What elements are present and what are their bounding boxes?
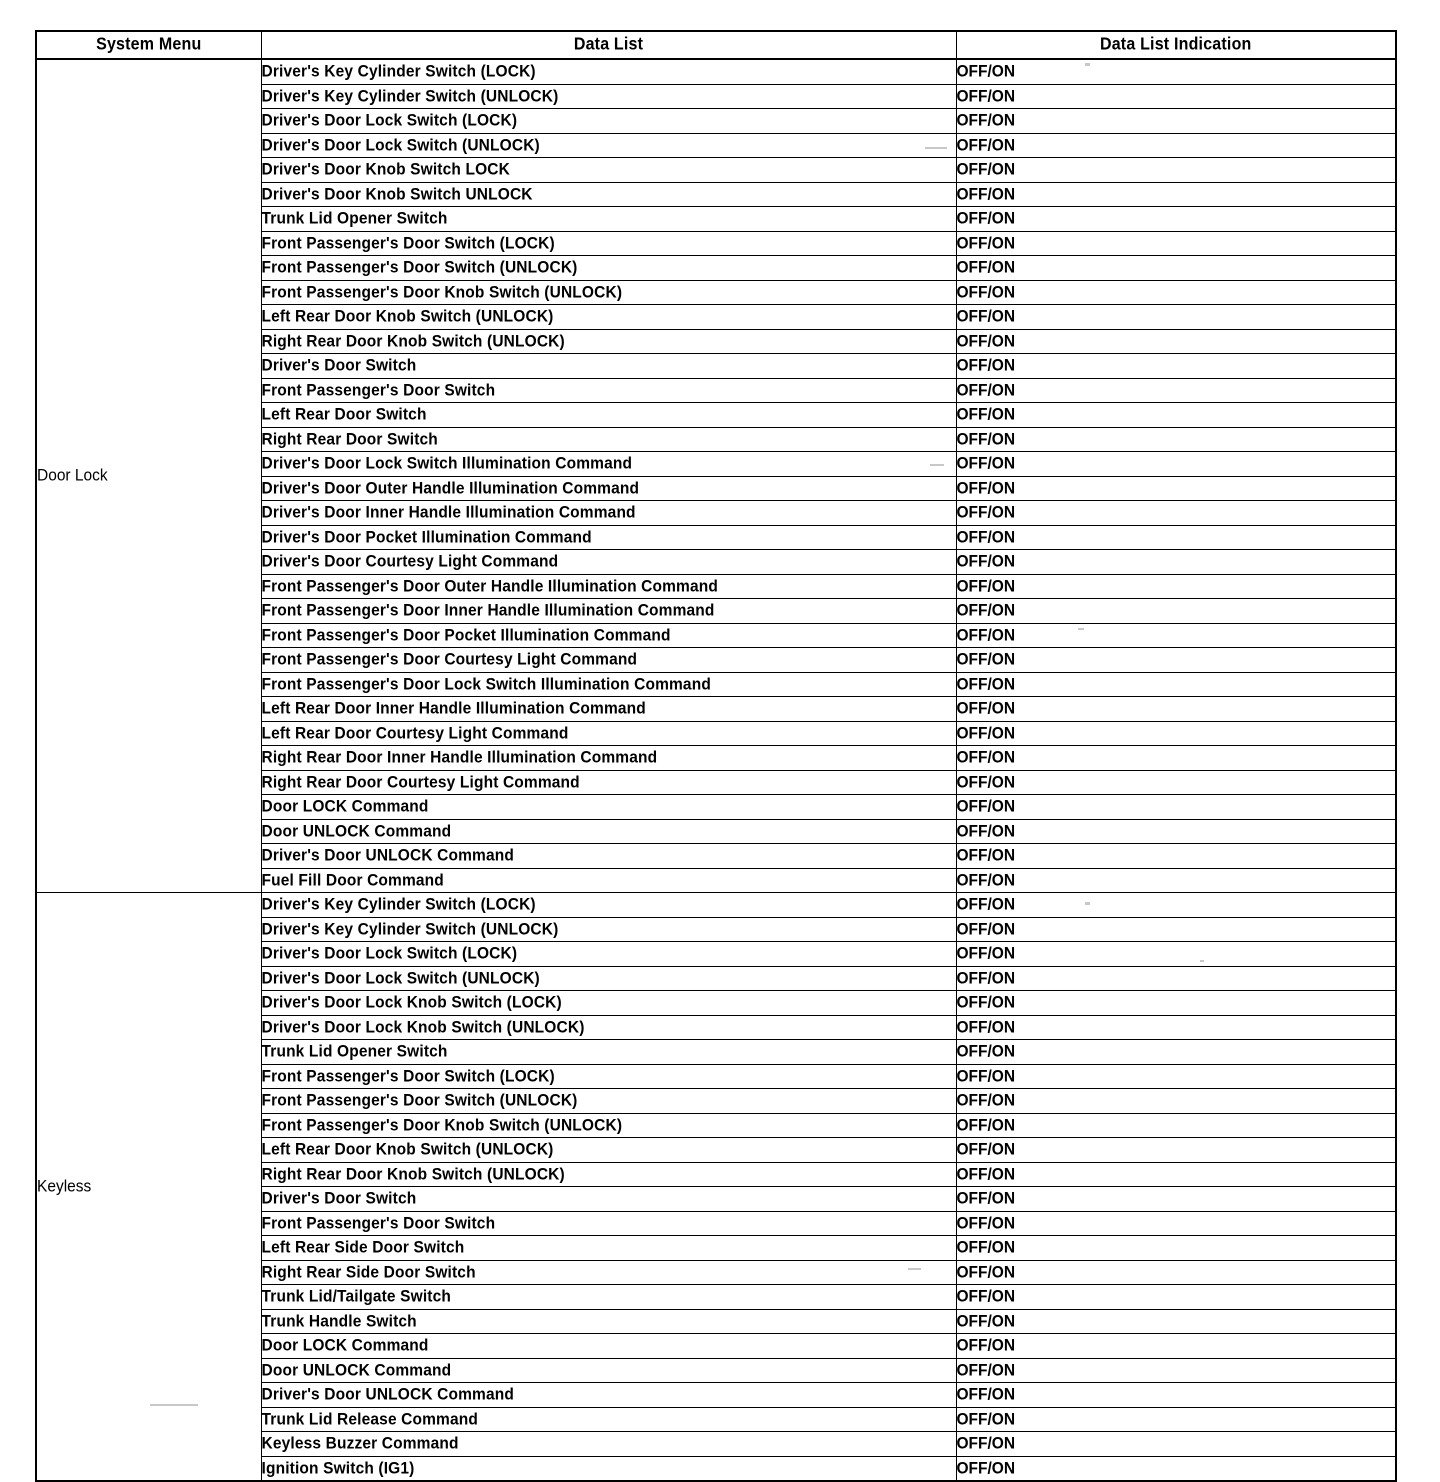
data-list-indication-label: OFF/ON <box>956 699 1016 718</box>
table-header <box>36 31 1396 59</box>
data-list-indication-cell <box>956 672 1396 697</box>
data-list-cell <box>261 1309 956 1334</box>
data-list-label: Door LOCK Command <box>261 1336 429 1355</box>
data-list-indication-cell <box>956 1456 1396 1481</box>
data-list-cell <box>261 378 956 403</box>
data-list-cell <box>261 1358 956 1383</box>
data-list-indication-cell <box>956 109 1396 134</box>
data-list-indication-label: OFF/ON <box>956 233 1016 253</box>
data-list-indication-cell <box>956 305 1396 330</box>
data-list-indication-cell <box>956 1089 1396 1114</box>
data-list-cell <box>261 1260 956 1285</box>
data-list-indication-cell <box>956 280 1396 305</box>
data-list-indication-cell <box>956 403 1396 428</box>
data-list-indication-label: OFF/ON <box>956 86 1016 106</box>
data-list-label: Door LOCK Command <box>261 797 429 816</box>
data-list-indication-cell <box>956 256 1396 281</box>
data-list-label: Front Passenger's Door Switch <box>261 380 496 400</box>
data-list-indication-label: OFF/ON <box>956 674 1016 694</box>
data-list-cell <box>261 1089 956 1114</box>
system-menu-cell <box>36 893 261 1482</box>
data-list-indication-cell <box>956 1309 1396 1334</box>
data-list-indication-label: OFF/ON <box>956 968 1016 988</box>
data-list-cell <box>261 280 956 305</box>
data-list-indication-cell <box>956 844 1396 869</box>
column-header-data-list <box>261 31 956 59</box>
data-list-label: Front Passenger's Door Switch (LOCK) <box>261 1066 555 1086</box>
data-list-label: Front Passenger's Door Switch <box>261 1213 496 1233</box>
data-list-cell <box>261 599 956 624</box>
data-list-label: Driver's Key Cylinder Switch (LOCK) <box>261 895 536 914</box>
data-list-label: Right Rear Door Inner Handle Illumination Command <box>261 748 658 767</box>
data-list-indication-cell <box>956 207 1396 232</box>
data-list-indication-cell <box>956 917 1396 942</box>
data-list-cell <box>261 942 956 967</box>
data-list-label: Left Rear Door Courtesy Light Command <box>261 723 569 743</box>
data-list-label: Fuel Fill Door Command <box>261 870 444 890</box>
data-list-indication-cell <box>956 648 1396 673</box>
data-list-cell <box>261 893 956 918</box>
data-list-indication-label: OFF/ON <box>956 1140 1016 1159</box>
data-list-indication-label: OFF/ON <box>956 380 1016 400</box>
data-list-label: Front Passenger's Door Switch (LOCK) <box>261 233 555 253</box>
data-list-label: Driver's Door UNLOCK Command <box>261 1385 514 1404</box>
data-list-cell <box>261 1064 956 1089</box>
data-list-cell <box>261 427 956 452</box>
data-list-label: Trunk Lid Opener Switch <box>261 1042 448 1061</box>
data-list-indication-label: OFF/ON <box>956 1238 1016 1257</box>
data-list-label: Driver's Door Switch <box>261 356 417 375</box>
data-list-indication-label: OFF/ON <box>956 1017 1016 1037</box>
column-header-data-list-indication <box>956 31 1396 59</box>
data-list-indication-cell <box>956 501 1396 526</box>
data-list-cell <box>261 452 956 477</box>
data-list-indication-cell <box>956 623 1396 648</box>
data-list-indication-label: OFF/ON <box>956 1164 1016 1184</box>
data-list-label: Door UNLOCK Command <box>261 821 452 841</box>
data-list-cell <box>261 256 956 281</box>
scan-speck <box>925 147 947 149</box>
data-list-label: Front Passenger's Door Switch (UNLOCK) <box>261 1091 578 1110</box>
scan-speck <box>930 464 944 466</box>
column-header-data-list-indication-label: Data List Indication <box>1099 35 1252 54</box>
data-list-cell <box>261 354 956 379</box>
data-list-label: Ignition Switch (IG1) <box>261 1458 415 1478</box>
scan-speck <box>1078 628 1084 630</box>
data-list-indication-cell <box>956 770 1396 795</box>
data-list-indication-label: OFF/ON <box>956 1042 1016 1061</box>
data-list-label: Trunk Lid/Tailgate Switch <box>261 1287 451 1306</box>
data-list-indication-label: OFF/ON <box>956 650 1016 669</box>
data-list-indication-cell <box>956 1358 1396 1383</box>
data-list-indication-label: OFF/ON <box>956 1434 1016 1453</box>
data-list-cell <box>261 207 956 232</box>
data-list-cell <box>261 133 956 158</box>
data-list-indication-label: OFF/ON <box>956 944 1016 963</box>
data-list-indication-label: OFF/ON <box>956 919 1016 939</box>
scan-speck <box>1200 960 1204 962</box>
data-list-indication-label: OFF/ON <box>956 1458 1016 1478</box>
data-list-indication-label: OFF/ON <box>956 527 1016 547</box>
data-list-cell <box>261 84 956 109</box>
data-list-label: Driver's Door Lock Switch (UNLOCK) <box>261 135 540 155</box>
data-list-indication-cell <box>956 231 1396 256</box>
data-list-indication-label: OFF/ON <box>956 1311 1016 1331</box>
data-list-label: Driver's Door Inner Handle Illumination Command <box>261 503 636 522</box>
data-list-label: Front Passenger's Door Courtesy Light Command <box>261 650 638 669</box>
data-list-cell <box>261 819 956 844</box>
data-list-label: Front Passenger's Door Knob Switch (UNLOCK) <box>261 282 623 302</box>
data-list-indication-cell <box>956 133 1396 158</box>
system-menu-cell <box>36 59 261 893</box>
data-list-label: Door UNLOCK Command <box>261 1360 452 1380</box>
data-list-indication-label: OFF/ON <box>956 723 1016 743</box>
data-list-cell <box>261 795 956 820</box>
data-list-label: Driver's Door Outer Handle Illumination Command <box>261 478 640 498</box>
data-list-indication-label: OFF/ON <box>956 62 1016 81</box>
data-list-indication-cell <box>956 329 1396 354</box>
data-list-label: Driver's Key Cylinder Switch (UNLOCK) <box>261 919 559 939</box>
data-list-label: Front Passenger's Door Pocket Illumination Command <box>261 625 671 645</box>
data-list-label: Driver's Door Switch <box>261 1189 417 1208</box>
data-list-label: Driver's Door Lock Knob Switch (LOCK) <box>261 993 562 1012</box>
data-list-indication-cell <box>956 452 1396 477</box>
data-list-cell <box>261 403 956 428</box>
data-list-indication-label: OFF/ON <box>956 429 1016 449</box>
column-header-system-menu <box>36 31 261 59</box>
data-list-cell <box>261 1432 956 1457</box>
data-list-indication-cell <box>956 1064 1396 1089</box>
scan-speck <box>1085 63 1090 66</box>
data-list-label: Driver's Door Knob Switch LOCK <box>261 160 510 179</box>
data-list-cell <box>261 1236 956 1261</box>
data-list-cell <box>261 1456 956 1481</box>
data-list-cell <box>261 697 956 722</box>
scan-speck <box>150 1404 198 1406</box>
table-body <box>36 59 1396 1481</box>
data-list-cell <box>261 1162 956 1187</box>
data-list-indication-cell <box>956 1138 1396 1163</box>
data-list-indication-label: OFF/ON <box>956 405 1016 424</box>
data-list-indication-cell <box>956 893 1396 918</box>
data-list-indication-cell <box>956 1285 1396 1310</box>
data-list-indication-label: OFF/ON <box>956 1287 1016 1306</box>
data-list-cell <box>261 770 956 795</box>
data-list-indication-label: OFF/ON <box>956 111 1016 130</box>
data-list-indication-label: OFF/ON <box>956 576 1016 596</box>
data-list-cell <box>261 672 956 697</box>
data-list-indication-label: OFF/ON <box>956 478 1016 498</box>
data-list-label: Right Rear Side Door Switch <box>261 1262 476 1282</box>
data-list-cell <box>261 182 956 207</box>
data-list-indication-label: OFF/ON <box>956 503 1016 522</box>
data-list-cell <box>261 1015 956 1040</box>
data-list-indication-label: OFF/ON <box>956 1189 1016 1208</box>
data-list-indication-cell <box>956 476 1396 501</box>
data-list-indication-label: OFF/ON <box>956 258 1016 277</box>
data-list-indication-cell <box>956 746 1396 771</box>
data-list-indication-label: OFF/ON <box>956 356 1016 375</box>
data-list-cell <box>261 1334 956 1359</box>
data-list-label: Driver's Key Cylinder Switch (UNLOCK) <box>261 86 559 106</box>
data-list-label: Front Passenger's Door Knob Switch (UNLOCK) <box>261 1115 623 1135</box>
data-list-indication-label: OFF/ON <box>956 748 1016 767</box>
data-list-label: Keyless Buzzer Command <box>261 1434 459 1453</box>
data-list-indication-label: OFF/ON <box>956 331 1016 351</box>
data-list-label: Trunk Lid Opener Switch <box>261 209 448 228</box>
column-header-system-menu-label: System Menu <box>96 35 202 54</box>
data-list-cell <box>261 991 956 1016</box>
data-list-label: Driver's Door Lock Switch (UNLOCK) <box>261 968 540 988</box>
data-list-indication-label: OFF/ON <box>956 282 1016 302</box>
data-list-indication-label: OFF/ON <box>956 552 1016 571</box>
data-list-indication-label: OFF/ON <box>956 307 1016 326</box>
data-list-indication-label: OFF/ON <box>956 797 1016 816</box>
data-list-cell <box>261 746 956 771</box>
data-list-label: Left Rear Door Knob Switch (UNLOCK) <box>261 307 554 326</box>
data-list-indication-label: OFF/ON <box>956 870 1016 890</box>
data-list-indication-cell <box>956 1187 1396 1212</box>
data-list-indication-cell <box>956 550 1396 575</box>
data-list-indication-cell <box>956 1334 1396 1359</box>
data-list-indication-cell <box>956 1040 1396 1065</box>
data-list-label: Driver's Door Courtesy Light Command <box>261 552 559 571</box>
data-list-indication-label: OFF/ON <box>956 184 1016 204</box>
data-list-indication-label: OFF/ON <box>956 895 1016 914</box>
data-list-cell <box>261 231 956 256</box>
data-list-indication-cell <box>956 84 1396 109</box>
data-list-indication-label: OFF/ON <box>956 1336 1016 1355</box>
data-list-label: Front Passenger's Door Switch (UNLOCK) <box>261 258 578 277</box>
data-list-cell <box>261 59 956 84</box>
data-list-cell <box>261 501 956 526</box>
data-list-indication-label: OFF/ON <box>956 1360 1016 1380</box>
data-list-indication-label: OFF/ON <box>956 1213 1016 1233</box>
data-list-cell <box>261 329 956 354</box>
data-list-label: Trunk Handle Switch <box>261 1311 417 1331</box>
data-list-cell <box>261 648 956 673</box>
data-list-indication-cell <box>956 1162 1396 1187</box>
data-list-cell <box>261 525 956 550</box>
data-list-indication-cell <box>956 158 1396 183</box>
data-list-indication-cell <box>956 1113 1396 1138</box>
data-list-indication-cell <box>956 525 1396 550</box>
data-list-label: Driver's Door Lock Switch (LOCK) <box>261 111 518 130</box>
data-list-indication-label: OFF/ON <box>956 993 1016 1012</box>
data-list-label: Left Rear Side Door Switch <box>261 1238 465 1257</box>
data-list-label: Right Rear Door Knob Switch (UNLOCK) <box>261 1164 565 1184</box>
data-list-label: Driver's Door Knob Switch UNLOCK <box>261 184 533 204</box>
data-list-cell <box>261 1285 956 1310</box>
data-list-indication-label: OFF/ON <box>956 625 1016 645</box>
data-list-label: Driver's Door Lock Switch (LOCK) <box>261 944 518 963</box>
data-list-cell <box>261 1113 956 1138</box>
scan-speck <box>1085 902 1090 905</box>
data-list-indication-cell <box>956 991 1396 1016</box>
data-list-indication-cell <box>956 1383 1396 1408</box>
data-list-table <box>35 30 1397 1482</box>
data-list-cell <box>261 1187 956 1212</box>
data-list-label: Driver's Door Pocket Illumination Command <box>261 527 592 547</box>
data-list-indication-label: OFF/ON <box>956 1091 1016 1110</box>
data-list-cell <box>261 109 956 134</box>
data-list-indication-label: OFF/ON <box>956 135 1016 155</box>
data-list-indication-cell <box>956 1015 1396 1040</box>
data-list-label: Driver's Key Cylinder Switch (LOCK) <box>261 62 536 81</box>
data-list-label: Left Rear Door Inner Handle Illumination Command <box>261 699 646 718</box>
data-list-label: Right Rear Door Courtesy Light Command <box>261 772 580 792</box>
data-list-label: Front Passenger's Door Lock Switch Illumination Command <box>261 674 711 694</box>
data-list-indication-cell <box>956 182 1396 207</box>
data-list-label: Left Rear Door Switch <box>261 405 427 424</box>
data-list-cell <box>261 1383 956 1408</box>
data-list-indication-cell <box>956 354 1396 379</box>
data-list-cell <box>261 550 956 575</box>
data-list-cell <box>261 1211 956 1236</box>
data-list-indication-label: OFF/ON <box>956 1385 1016 1404</box>
data-list-indication-cell <box>956 1432 1396 1457</box>
data-list-cell <box>261 966 956 991</box>
data-list-indication-cell <box>956 819 1396 844</box>
system-menu-label: Keyless <box>37 1177 92 1196</box>
data-list-indication-label: OFF/ON <box>956 601 1016 620</box>
data-list-indication-cell <box>956 868 1396 893</box>
data-list-indication-cell <box>956 1236 1396 1261</box>
data-list-cell <box>261 917 956 942</box>
data-list-indication-cell <box>956 574 1396 599</box>
column-header-data-list-label: Data List <box>573 35 644 54</box>
data-list-cell <box>261 1040 956 1065</box>
data-list-indication-label: OFF/ON <box>956 846 1016 865</box>
data-list-label: Right Rear Door Switch <box>261 429 438 449</box>
data-list-indication-cell <box>956 427 1396 452</box>
data-list-label: Driver's Door Lock Knob Switch (UNLOCK) <box>261 1017 585 1037</box>
system-menu-label: Door Lock <box>37 467 108 486</box>
data-list-indication-cell <box>956 966 1396 991</box>
data-list-label: Driver's Door UNLOCK Command <box>261 846 514 865</box>
data-list-label: Trunk Lid Release Command <box>261 1409 478 1429</box>
data-list-label: Driver's Door Lock Switch Illumination Command <box>261 454 633 473</box>
table-row <box>36 59 1396 84</box>
data-list-cell <box>261 1138 956 1163</box>
data-list-cell <box>261 721 956 746</box>
data-list-cell <box>261 844 956 869</box>
data-list-indication-cell <box>956 59 1396 84</box>
data-list-indication-label: OFF/ON <box>956 209 1016 228</box>
data-list-label: Front Passenger's Door Outer Handle Illumination Command <box>261 576 718 596</box>
data-list-label: Front Passenger's Door Inner Handle Illumination Command <box>261 601 715 620</box>
data-list-indication-cell <box>956 1260 1396 1285</box>
data-list-cell <box>261 305 956 330</box>
data-list-indication-cell <box>956 599 1396 624</box>
data-list-indication-label: OFF/ON <box>956 454 1016 473</box>
data-list-cell <box>261 574 956 599</box>
data-list-cell <box>261 1407 956 1432</box>
data-list-indication-cell <box>956 378 1396 403</box>
data-list-cell <box>261 623 956 648</box>
data-list-indication-label: OFF/ON <box>956 1066 1016 1086</box>
scan-speck <box>908 1268 921 1270</box>
data-list-indication-label: OFF/ON <box>956 160 1016 179</box>
data-list-cell <box>261 476 956 501</box>
data-list-indication-label: OFF/ON <box>956 1409 1016 1429</box>
data-list-label: Right Rear Door Knob Switch (UNLOCK) <box>261 331 565 351</box>
data-list-indication-label: OFF/ON <box>956 821 1016 841</box>
data-list-indication-cell <box>956 795 1396 820</box>
data-list-label: Left Rear Door Knob Switch (UNLOCK) <box>261 1140 554 1159</box>
data-list-cell <box>261 158 956 183</box>
data-list-indication-cell <box>956 1211 1396 1236</box>
data-list-indication-cell <box>956 1407 1396 1432</box>
data-list-cell <box>261 868 956 893</box>
data-list-indication-cell <box>956 721 1396 746</box>
data-list-indication-cell <box>956 942 1396 967</box>
data-list-indication-label: OFF/ON <box>956 1115 1016 1135</box>
data-list-indication-label: OFF/ON <box>956 772 1016 792</box>
data-list-indication-label: OFF/ON <box>956 1262 1016 1282</box>
table-row <box>36 893 1396 918</box>
data-list-indication-cell <box>956 697 1396 722</box>
table-header-row <box>36 31 1396 59</box>
